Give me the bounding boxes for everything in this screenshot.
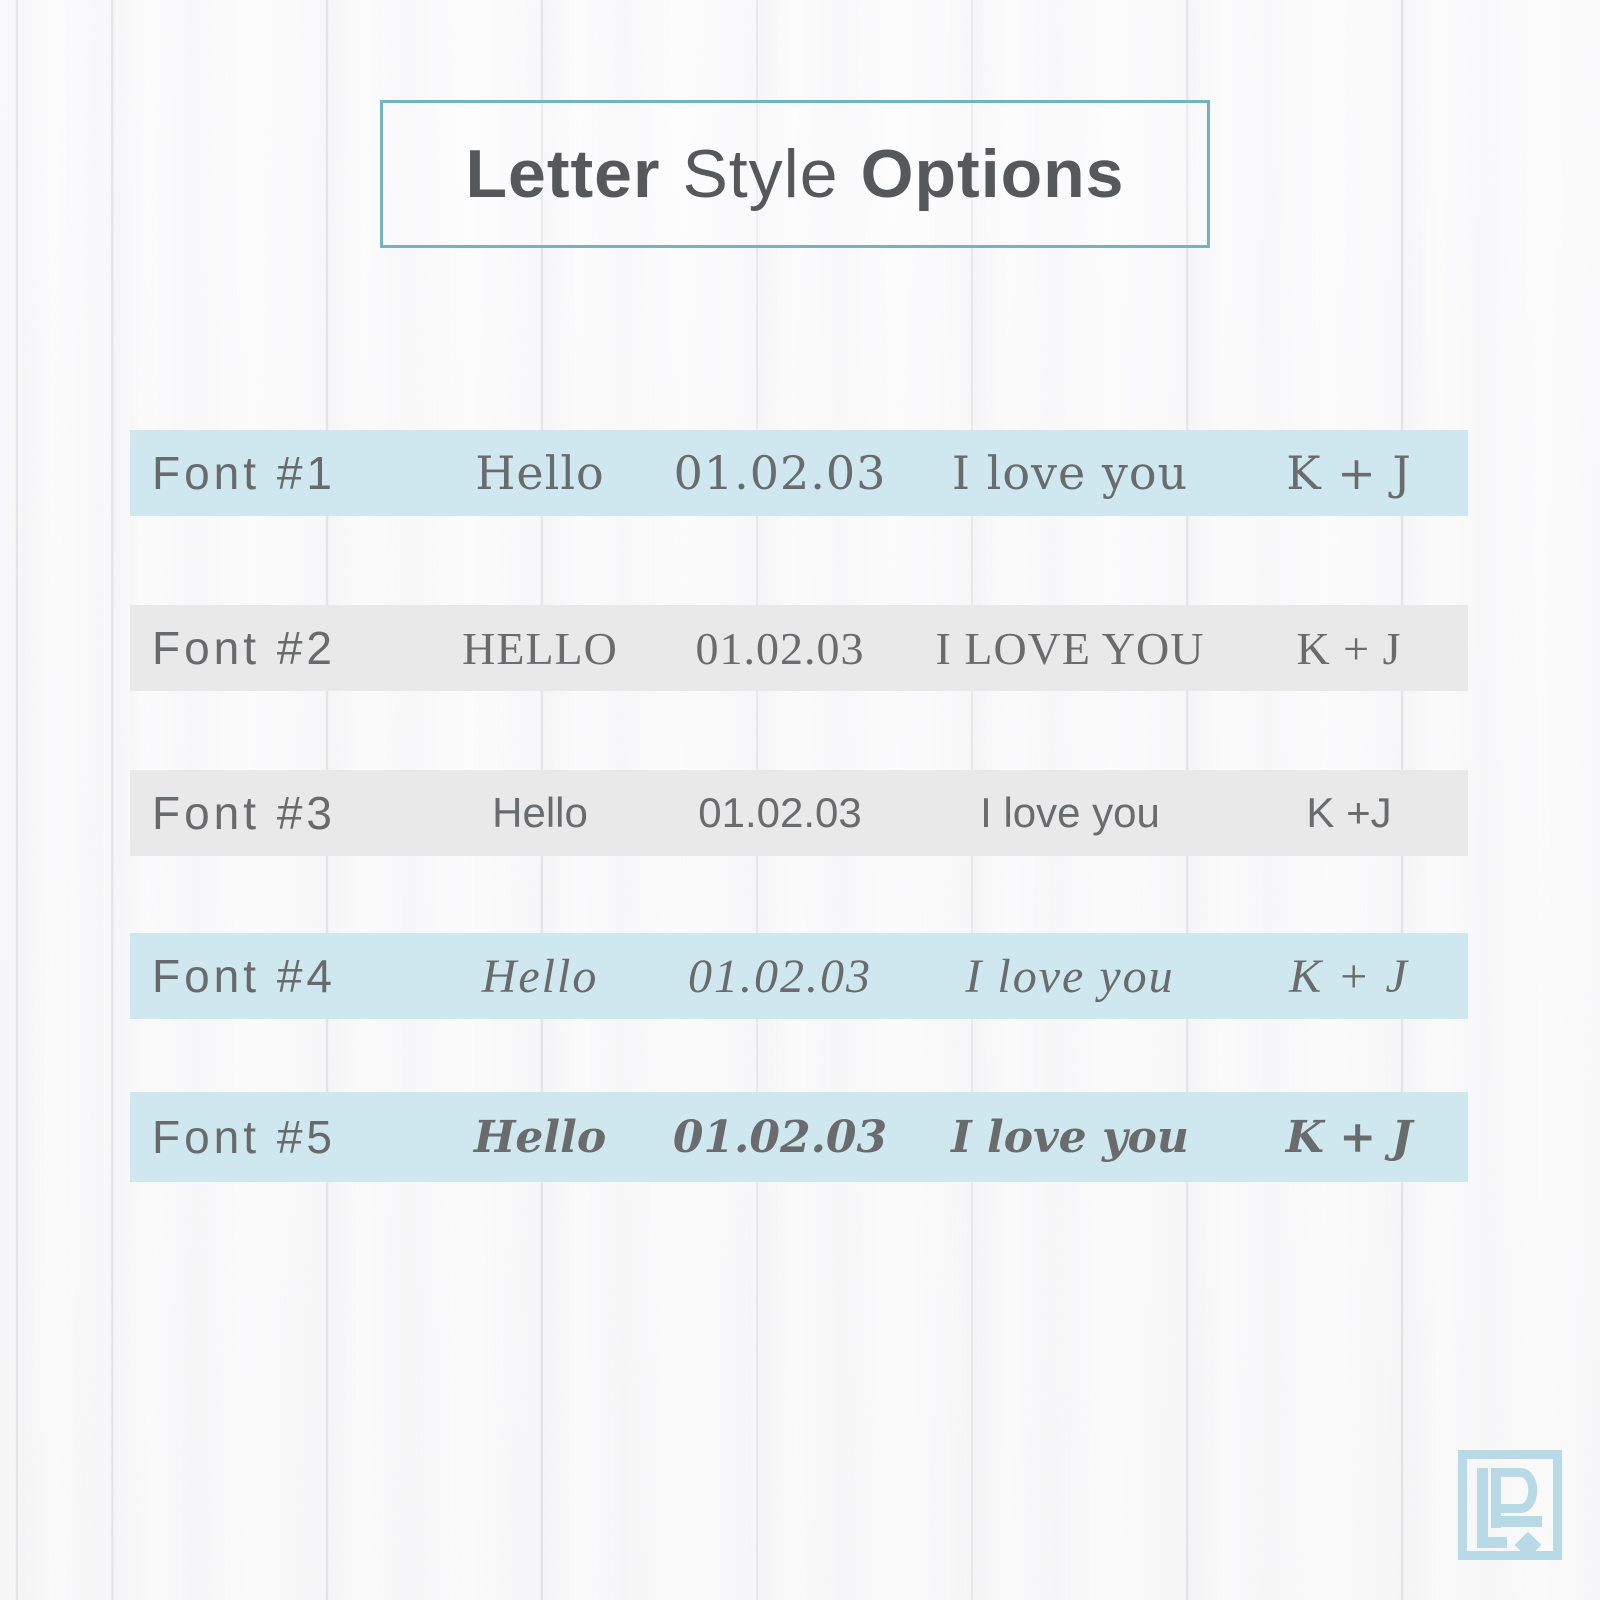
- font-row-1-sample-phrase: I love you: [951, 446, 1189, 500]
- font-row-1: [130, 430, 1468, 516]
- font-row-3: [130, 770, 1468, 856]
- font-row-5-sample-hello: Hello: [473, 1111, 607, 1163]
- font-row-3-sample-date: 01.02.03: [698, 789, 862, 836]
- font-row-2-sample-phrase: I LOVE YOU: [935, 622, 1205, 674]
- title-box: [380, 100, 1210, 248]
- font-row-4-label: Font #4: [152, 950, 336, 1002]
- font-row-2-sample-date: 01.02.03: [695, 622, 865, 674]
- font-row-4-sample-initials: K + J: [1289, 949, 1409, 1003]
- font-row-4-sample-phrase: I love you: [965, 949, 1175, 1003]
- font-row-4-sample-date: 01.02.03: [688, 949, 872, 1003]
- font-row-1-label: Font #1: [152, 447, 336, 499]
- font-row-3-sample-hello: Hello: [492, 789, 588, 836]
- font-row-3-sample-initials: K +J: [1306, 789, 1392, 836]
- font-row-2-sample-hello: HELLO: [462, 622, 618, 674]
- font-row-3-sample-phrase: I love you: [980, 789, 1160, 836]
- lp-logo-icon: [1458, 1450, 1562, 1560]
- title-word-style: Style: [682, 136, 839, 212]
- font-row-1-sample-hello: Hello: [475, 446, 605, 500]
- font-row-1-sample-date: 01.02.03: [673, 446, 887, 500]
- font-row-5-sample-date: 01.02.03: [672, 1111, 888, 1163]
- font-row-1-sample-initials: K + J: [1286, 446, 1412, 500]
- font-row-2-sample-initials: K + J: [1296, 622, 1402, 674]
- title-word-options: Options: [860, 136, 1125, 212]
- font-row-5: [130, 1092, 1468, 1182]
- font-row-5-sample-phrase: I love you: [951, 1111, 1189, 1163]
- font-row-5-label: Font #5: [152, 1111, 336, 1163]
- font-row-3-label: Font #3: [152, 787, 336, 839]
- font-row-4-sample-hello: Hello: [481, 949, 599, 1003]
- lp-monogram-logo: [1458, 1450, 1562, 1560]
- title-word-letter: Letter: [465, 136, 661, 212]
- font-row-2: [130, 605, 1468, 691]
- font-row-2-label: Font #2: [152, 622, 336, 674]
- font-row-5-sample-initials: K + J: [1285, 1111, 1413, 1163]
- font-row-4: [130, 933, 1468, 1019]
